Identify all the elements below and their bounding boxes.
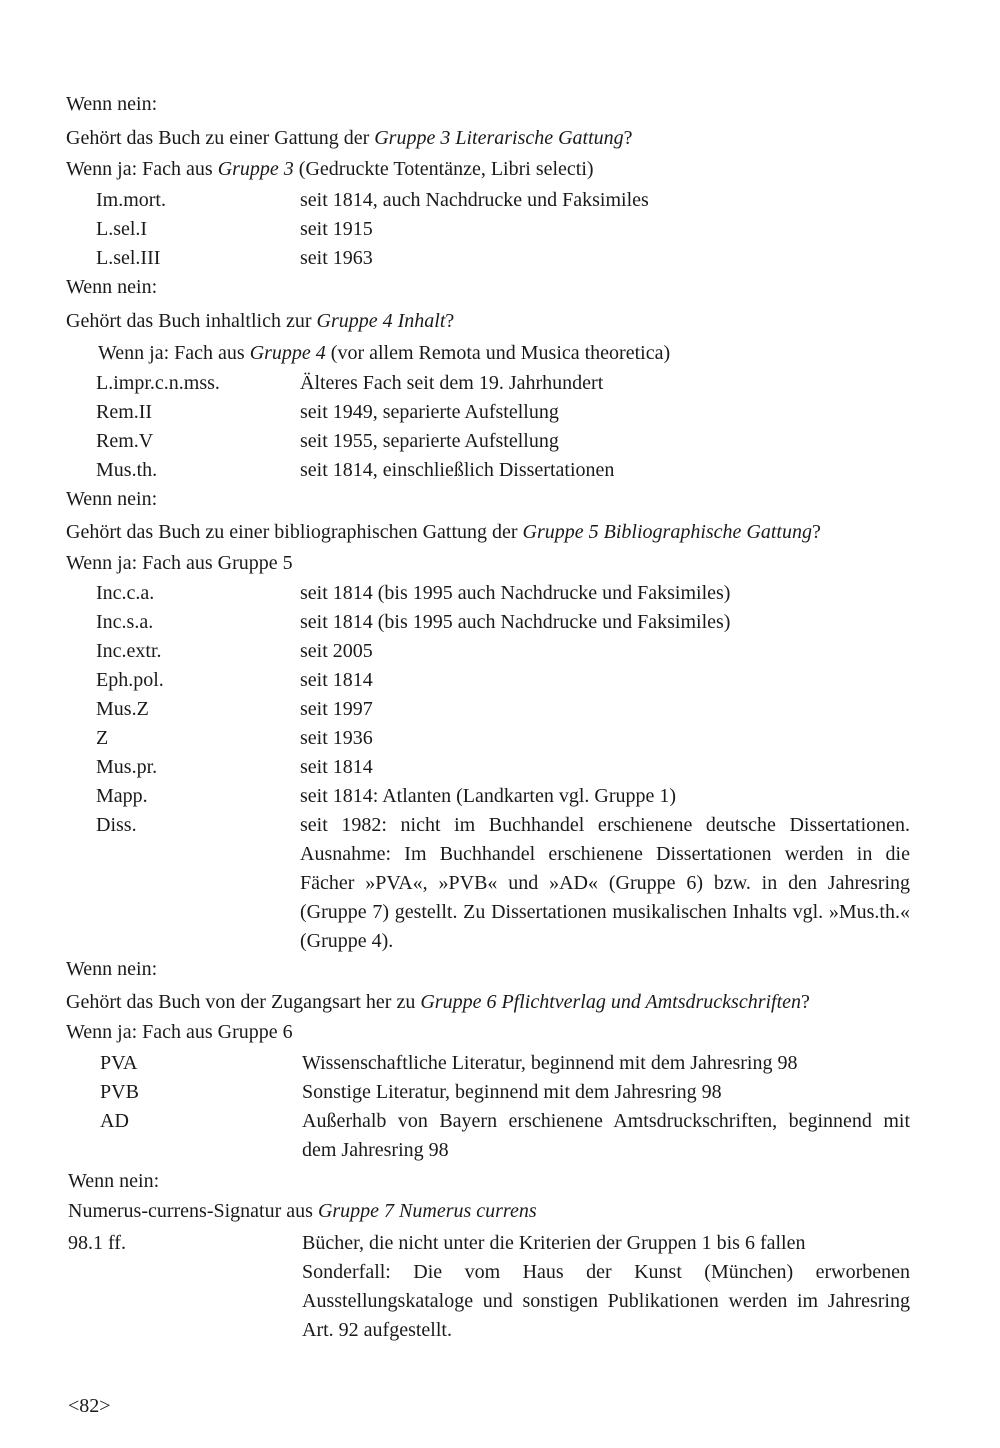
- signature-eph-pol: Eph.pol.: [96, 669, 164, 691]
- question-gruppe-5: Gehört das Buch zu einer bibliographischen Gattung der Gruppe 5 Bibliographische Gattung?: [66, 521, 821, 543]
- signature-mus-th: Mus.th.: [96, 459, 158, 481]
- description-98-1-sonderfall: Sonderfall: Die vom Haus der Kunst (München) erworbenen Ausstellungskataloge und sonstigen Publikationen werden im Jahresring Art. 92 aufgestellt.: [302, 1261, 910, 1341]
- signature-l-sel-i: L.sel.I: [96, 218, 148, 240]
- description-l-sel-i: seit 1915: [300, 218, 373, 240]
- description-rem-ii: seit 1949, separierte Aufstellung: [300, 401, 559, 423]
- description-mus-pr: seit 1814: [300, 756, 373, 778]
- wenn-ja-gruppe-3: Wenn ja: Fach aus Gruppe 3 (Gedruckte Totentänze, Libri selecti): [66, 158, 594, 180]
- signature-z: Z: [96, 727, 109, 749]
- question-gruppe-6: Gehört das Buch von der Zugangsart her zu Gruppe 6 Pflichtverlag und Amtsdruckschriften?: [66, 991, 810, 1013]
- description-inc-s-a: seit 1814 (bis 1995 auch Nachdrucke und Faksimiles): [300, 611, 731, 633]
- signature-ad: AD: [100, 1110, 129, 1132]
- wenn-nein-label: Wenn nein:: [66, 93, 158, 115]
- signature-mus-pr: Mus.pr.: [96, 756, 158, 778]
- description-ad: Außerhalb von Bayern erschienene Amtsdruckschriften, beginnend mit dem Jahresring 98: [302, 1110, 910, 1161]
- description-rem-v: seit 1955, separierte Aufstellung: [300, 430, 559, 452]
- signature-inc-s-a: Inc.s.a.: [96, 611, 154, 633]
- signature-pva: PVA: [100, 1052, 138, 1074]
- wenn-nein-label: Wenn nein:: [66, 958, 158, 980]
- signature-mus-z: Mus.Z: [96, 698, 149, 720]
- question-gruppe-4: Gehört das Buch inhaltlich zur Gruppe 4 Inhalt?: [66, 310, 455, 332]
- signature-l-impr: L.impr.c.n.mss.: [96, 372, 220, 394]
- wenn-ja-gruppe-6: Wenn ja: Fach aus Gruppe 6: [66, 1021, 293, 1043]
- signature-inc-extr: Inc.extr.: [96, 640, 162, 662]
- wenn-nein-label: Wenn nein:: [66, 276, 158, 298]
- signature-im-mort: Im.mort.: [96, 189, 166, 211]
- description-l-sel-iii: seit 1963: [300, 247, 373, 269]
- description-mapp: seit 1814: Atlanten (Landkarten vgl. Gruppe 1): [300, 785, 677, 807]
- signature-rem-v: Rem.V: [96, 430, 154, 452]
- signature-rem-ii: Rem.II: [96, 401, 153, 423]
- description-inc-c-a: seit 1814 (bis 1995 auch Nachdrucke und Faksimiles): [300, 582, 731, 604]
- question-gruppe-3: Gehört das Buch zu einer Gattung der Gruppe 3 Literarische Gattung?: [66, 127, 633, 149]
- description-l-impr: Älteres Fach seit dem 19. Jahrhundert: [300, 372, 604, 394]
- description-mus-th: seit 1814, einschließlich Dissertationen: [300, 459, 615, 481]
- description-eph-pol: seit 1814: [300, 669, 373, 691]
- page-number: <82>: [68, 1395, 111, 1417]
- wenn-ja-gruppe-5: Wenn ja: Fach aus Gruppe 5: [66, 552, 293, 574]
- wenn-nein-label: Wenn nein:: [66, 488, 158, 510]
- wenn-nein-label: Wenn nein:: [68, 1170, 160, 1192]
- description-mus-z: seit 1997: [300, 698, 373, 720]
- description-im-mort: seit 1814, auch Nachdrucke und Faksimiles: [300, 189, 649, 211]
- description-pva: Wissenschaftliche Literatur, beginnend mit dem Jahresring 98: [302, 1052, 798, 1074]
- description-98-1: Bücher, die nicht unter die Kriterien der Gruppen 1 bis 6 fallen: [302, 1232, 806, 1254]
- description-inc-extr: seit 2005: [300, 640, 373, 662]
- description-pvb: Sonstige Literatur, beginnend mit dem Jahresring 98: [302, 1081, 722, 1103]
- signature-diss: Diss.: [96, 814, 137, 836]
- signature-l-sel-iii: L.sel.III: [96, 247, 161, 269]
- description-diss: seit 1982: nicht im Buchhandel erschienene deutsche Dissertationen. Ausnahme: Im Buchhandel erschienene Dissertationen werden in die Fächer »PVA«, »PVB« und »AD« (Gruppe 6) bzw. in den Jahresring (Gruppe 7) gestellt. Zu Dissertationen musikalischen Inhalts vgl. »Mus.th.« (Gruppe 4).: [300, 814, 910, 952]
- signature-pvb: PVB: [100, 1081, 139, 1103]
- description-z: seit 1936: [300, 727, 373, 749]
- wenn-ja-gruppe-4: Wenn ja: Fach aus Gruppe 4 (vor allem Remota und Musica theoretica): [98, 342, 671, 364]
- signature-mapp: Mapp.: [96, 785, 148, 807]
- signature-inc-c-a: Inc.c.a.: [96, 582, 155, 604]
- signature-98-1: 98.1 ff.: [68, 1232, 126, 1254]
- numerus-currens-line: Numerus-currens-Signatur aus Gruppe 7 Numerus currens: [68, 1200, 537, 1222]
